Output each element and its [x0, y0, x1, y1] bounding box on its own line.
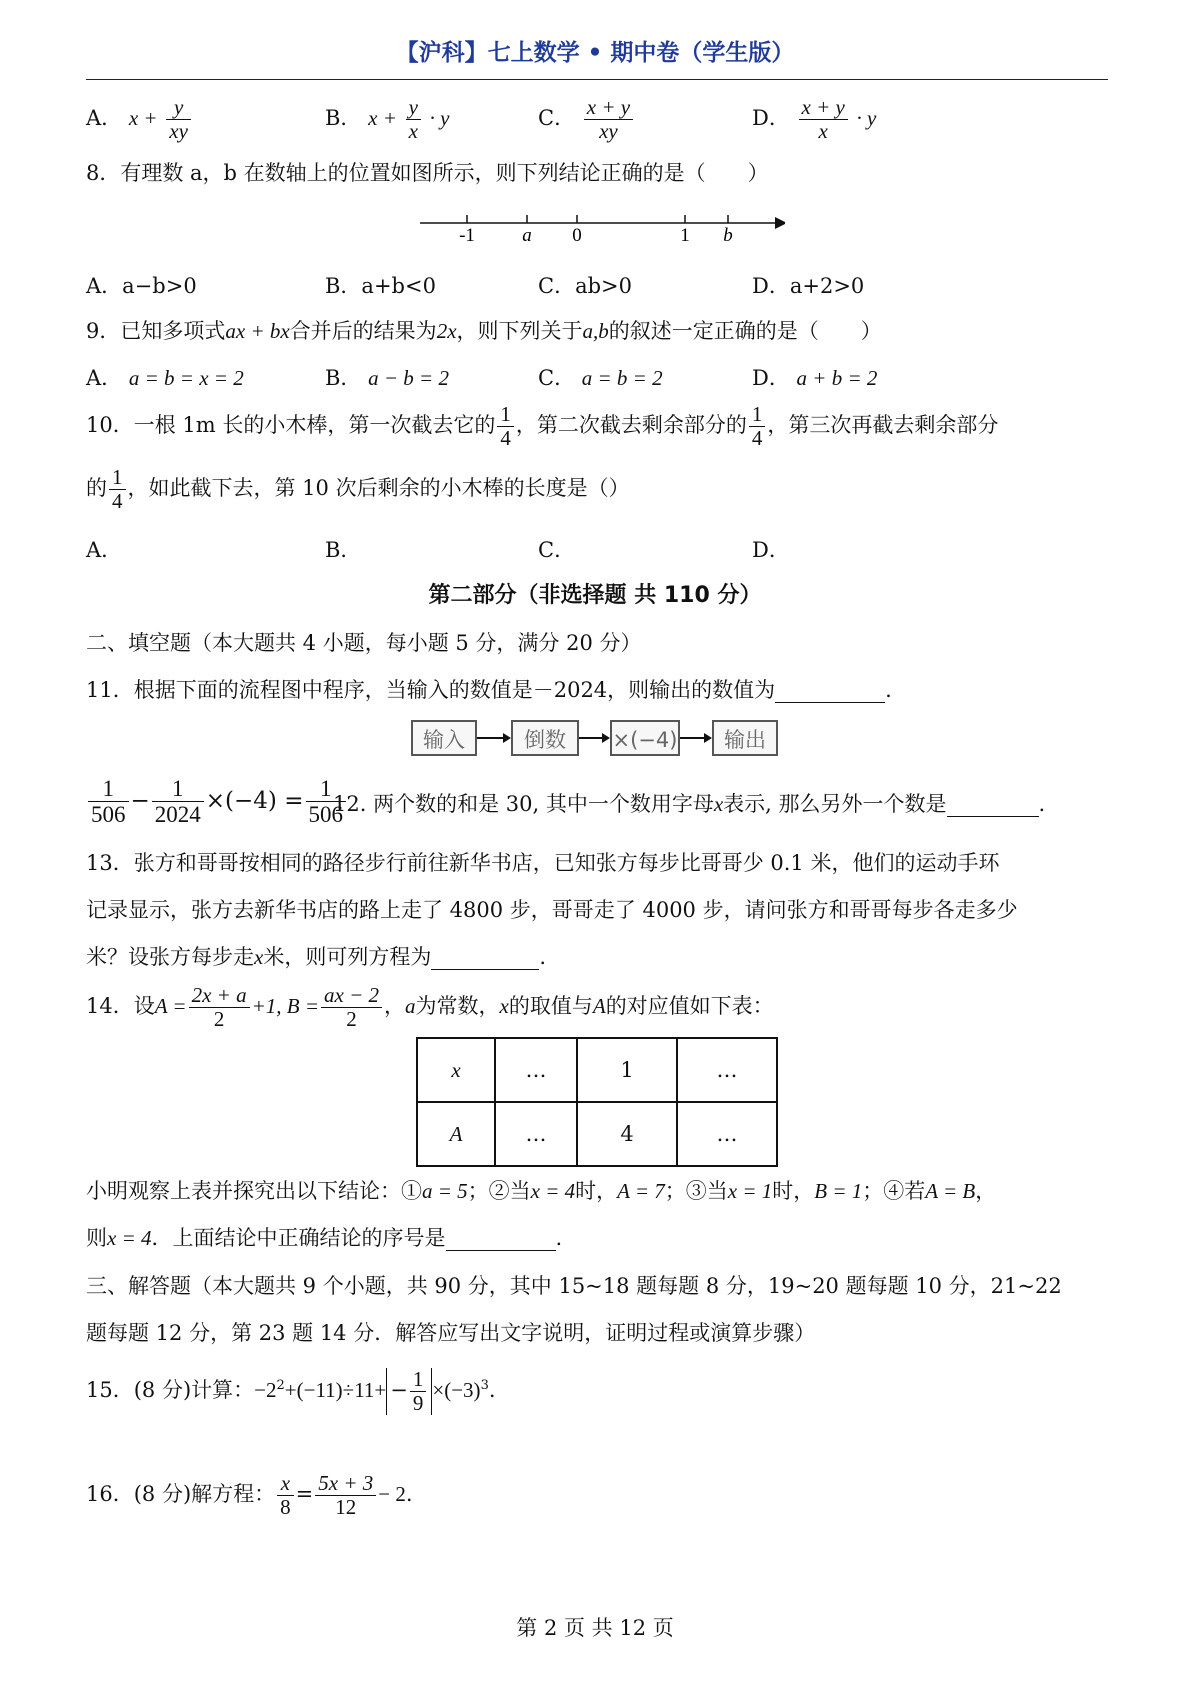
flow-arrow-head	[602, 733, 610, 743]
q7-option-c: C． $\frac{x + y}{xy}$	[538, 96, 635, 143]
q9-option-c: C． a = b = 2	[538, 366, 663, 390]
q16-stem: 16．(8 分)解方程： $\frac{x}{8}$ = $\frac{5x + 3}{12}$ − 2.	[86, 1471, 413, 1520]
q8-option-b: B．a+b<0	[325, 274, 436, 298]
flow-arrows	[477, 729, 777, 749]
q10-option-b: B．	[325, 538, 362, 562]
q10-stem-line1: 10．一根 1m 长的小木棒，第一次截去它的 $\frac{1}{4}$ ，第二次截去剩余部分的 $\frac{1}{4}$ ，第三次再截去剩余部分	[86, 402, 999, 451]
q14-conclusions-line2: 则x = 4．上面结论中正确结论的序号是 .	[86, 1226, 563, 1250]
flow-box-reciprocal: 倒数	[511, 720, 579, 756]
q10-stem-line2: 的 $\frac{1}{4}$ ，如此截下去，第 10 次后剩余的小木棒的长度是（）	[86, 465, 630, 514]
table-cell: x	[417, 1038, 495, 1102]
page-header-title: 【沪科】七上数学 • 期中卷（学生版）	[395, 40, 795, 66]
q14-stem: 14．设A = $\frac{2x + a}{2}$ +1, B = $\frac{ax - 2}{2}$ ，a为常数，x的取值与A的对应值如下表：	[86, 983, 774, 1032]
q7-option-b: B． x + $\frac{y}{x}$ · y	[325, 95, 450, 144]
fill-section-heading: 二、填空题（本大题共 4 小题，每小题 5 分，满分 20 分）	[86, 631, 642, 655]
header-rule	[86, 79, 1108, 80]
solve-section-heading-line1: 三、解答题（本大题共 9 个小题，共 90 分，其中 15~18 题每题 8 分，19~20 题每题 10 分，21~22	[86, 1274, 1062, 1298]
table-cell: A	[417, 1102, 495, 1166]
q7-option-a: A． x + $\frac{y}{xy}$	[86, 96, 193, 143]
table-cell: 1	[577, 1038, 677, 1102]
table-cell: …	[677, 1038, 777, 1102]
flow-box-multiply: ×(−4)	[610, 720, 680, 756]
q9-option-b: B． a − b = 2	[325, 366, 449, 390]
q14-conclusions-line1: 小明观察上表并探究出以下结论：①a = 5；②当x = 4时，A = 7；③当x = 1时，B = 1；④若A = B，	[86, 1179, 997, 1203]
table-row	[417, 1102, 777, 1166]
q9-stem: 9．已知多项式ax + bx合并后的结果为2x，则下列关于a,b的叙述一定正确的是（ ）	[86, 319, 882, 343]
table-row	[417, 1038, 777, 1102]
q13-line2: 记录显示，张方去新华书店的路上走了 4800 步，哥哥走了 4000 步，请问张方和哥哥每步各走多少	[86, 898, 1018, 922]
q9-option-a: A． a = b = x = 2	[86, 366, 244, 390]
table-cell: …	[495, 1102, 577, 1166]
table-cell: …	[495, 1038, 577, 1102]
flow-arrow-head	[704, 733, 712, 743]
table-cell: …	[677, 1102, 777, 1166]
flow-arrow-head	[503, 733, 511, 743]
q14-value-table	[416, 1037, 778, 1167]
q8-option-a: A．a−b>0	[86, 274, 197, 298]
q15-stem: 15．(8 分)计算：$-2^2+(-11)\div 11+$ − $\frac{1}{9}$ $\times(-3)^3$.	[86, 1367, 496, 1416]
number-line	[415, 205, 785, 245]
tick-label-b: b	[723, 225, 733, 245]
page-footer: 第 2 页 共 12 页	[516, 1616, 674, 1640]
q10-option-c: C．	[538, 538, 576, 562]
q7-option-d: D． $\frac{x + y}{x}$ · y	[752, 95, 877, 144]
tick-label-0: 0	[572, 225, 582, 245]
q10-option-a: A．	[86, 538, 123, 562]
q11-solution: $\frac{1}{506}$ − $\frac{1}{2024}$ ×(−4) = $\frac{1}{506}$	[86, 776, 348, 828]
table-cell: 4	[577, 1102, 677, 1166]
q8-option-d: D．a+2>0	[752, 274, 865, 298]
q8-stem: 8．有理数 a，b 在数轴上的位置如图所示，则下列结论正确的是（ ）	[86, 161, 769, 185]
flow-box-output: 输出	[712, 720, 778, 756]
q13-line1: 13．张方和哥哥按相同的路径步行前往新华书店，已知张方每步比哥哥少 0.1 米，他们的运动手环	[86, 851, 1000, 875]
q12-stem: 12. 两个数的和是 30, 其中一个数用字母x表示, 那么另外一个数是 .	[333, 792, 1046, 816]
q13-line3: 米？设张方每步走x米，则可列方程为 .	[86, 945, 547, 969]
q10-option-d: D．	[752, 538, 790, 562]
q9-option-d: D． a + b = 2	[752, 366, 878, 390]
flow-box-input: 输入	[411, 720, 477, 756]
number-line-arrow	[775, 217, 785, 229]
q8-option-c: C．ab>0	[538, 274, 632, 298]
part2-title: 第二部分（非选择题 共 110 分）	[428, 583, 762, 608]
q11-stem: 11．根据下面的流程图中程序，当输入的数值是－2024，则输出的数值为 .	[86, 678, 892, 702]
solve-section-heading-line2: 题每题 12 分，第 23 题 14 分．解答应写出文字说明，证明过程或演算步骤）	[86, 1321, 816, 1345]
tick-label-1: 1	[680, 225, 690, 245]
tick-label-a: a	[522, 225, 532, 245]
tick-label-neg1: -1	[459, 225, 475, 245]
